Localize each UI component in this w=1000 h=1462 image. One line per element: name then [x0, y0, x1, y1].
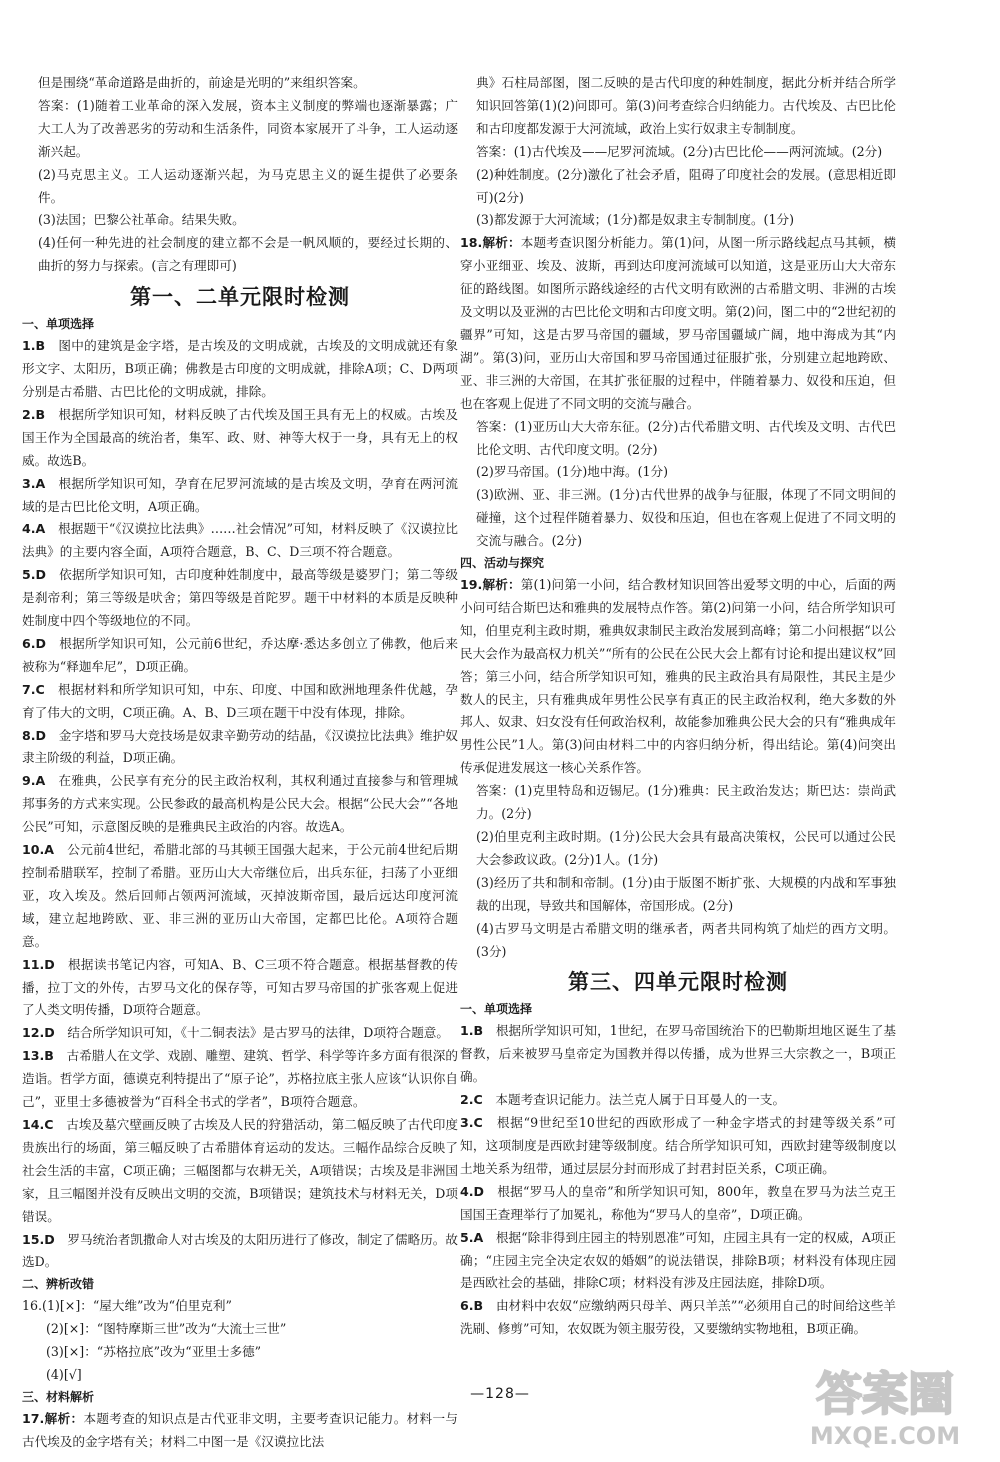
answer-item — [22, 335, 458, 404]
answer-item — [22, 1045, 458, 1114]
answer-item — [22, 770, 458, 839]
answer-item — [22, 404, 458, 473]
answer-line: (4)古罗马文明是古希腊文明的继承者，两者共同构筑了灿烂的西方文明。(3分) — [476, 920, 896, 959]
answer-item — [22, 473, 458, 519]
item-text: 本题考查识图分析能力。第(1)问，从图一所示路线起点马其顿，横穿小亚细亚、埃及、波斯，再到达印度河流域可以知道，这是亚历山大大帝东征的路线图。如图所示路线途经的古代文明有欧洲的古希腊文明、非洲的古埃及文明以及亚洲的古巴比伦文明和古印度文明。第(2)问，图二中的“2世纪初的疆界”可知，这是古罗马帝国的疆域，罗马帝国疆域广阔，地中海成为其“内湖”。第(3)问，亚历山大帝国和罗马帝国通过征服扩张，分别建立起地跨欧、亚、非三洲的大帝国，在其扩张征服的过程中，伴随着暴力、奴役和压迫，但也在客观上促进了不同文明的交流与融合。 — [460, 235, 897, 411]
item-text: 古希腊人在文学、戏剧、雕塑、建筑、哲学、科学等许多方面有很深的造诣。哲学方面，德谟克利特提出了“原子论”，苏格拉底主张人应该“认识你自己”，亚里士多德被誉为“百科全书式的学者”，B项符合题意。 — [22, 1048, 459, 1110]
item-number: 14.C — [22, 1116, 54, 1132]
item-text: 古埃及墓穴壁画反映了古埃及人民的狩猎活动，第二幅反映了古代印度贵族出行的场面，第三幅反映了古希腊体育运动的发达。三幅作品综合反映了社会生活的丰富，C项正确；三幅图都与农耕无关，A项错误；古埃及是非洲国家，且三幅图并没有反映出文明的交流，B项错误；建筑技术与材料无关，D项错误。 — [22, 1116, 459, 1224]
item-text: 根据所学知识可知，1世纪，在罗马帝国统治下的巴勒斯坦地区诞生了基督教，后来被罗马皇帝定为国教并得以传播，成为世界三大宗教之一，B项正确。 — [460, 1023, 897, 1085]
item-number: 17. — [22, 1410, 45, 1426]
item-text: 依据所学知识可知，古印度种姓制度中，最高等级是婆罗门；第二等级是刹帝利；第三等级是吠舍；第四等级是首陀罗。题干中材料的本质是反映种姓制度中四个等级地位的不同。 — [22, 567, 459, 629]
correction-line: 16.(1)[×]：“屋大维”改为“伯里克利” — [22, 1298, 232, 1314]
item-number: 6.B — [460, 1298, 484, 1314]
item-number: 3.C — [460, 1115, 483, 1131]
item-text: 图中的建筑是金字塔，是古埃及的文明成就，古埃及的文明成就还有象形文字、太阳历，B项正确；佛教是古印度的文明成就，排除A项；C、D两项分别是古希腊、古巴比伦的文明成就，排除。 — [22, 338, 459, 399]
answer-line: (2)罗马帝国。(1分)地中海。(1分) — [476, 464, 669, 480]
item-text: 由材料中农奴“应缴纳两只母羊、两只羊羔”“必须用自己的时间给这些羊洗刷、修剪”可知，农奴既为领主服劳役，又要缴纳实物地租，B项正确。 — [460, 1298, 897, 1337]
section-heading: 一、单项选择 — [460, 1002, 533, 1017]
analysis-label: 解析： — [482, 577, 521, 593]
answer-line: (2)马克思主义。工人运动逐渐兴起，为马克思主义的诞生提供了必要条件。 — [38, 166, 458, 205]
item-number: 9.A — [22, 773, 46, 789]
item-number: 10.A — [22, 842, 55, 858]
answer-list — [22, 335, 458, 1274]
section-heading: 二、辨析改错 — [22, 1277, 95, 1292]
answer-line: (3)欧洲、亚、非三洲。(1分)古代世界的战争与征服，体现了不同文明间的碰撞，这个过程伴随着暴力、奴役和压迫，但也在客观上促进了不同文明的交流与融合。(2分) — [476, 487, 896, 549]
item-text: 根据题干“《汉谟拉比法典》……社会情况”可知，材料反映了《汉谟拉比法典》的主要内容全面，A项符合题意，B、C、D三项不符合题意。 — [22, 521, 459, 560]
answer-line: (2)伯里克利主政时期。(1分)公民大会具有最高决策权，公民可以通过公民大会参政议政。(2分)1人。(1分) — [476, 829, 896, 867]
watermark-main: 答案圈 — [816, 1367, 954, 1421]
item-number: 8.D — [22, 727, 47, 743]
item-text: 金字塔和罗马大竞技场是奴隶辛勤劳动的结晶，《汉谟拉比法典》维护奴隶主阶级的利益，D项正确。 — [22, 727, 459, 766]
answer-item — [22, 633, 458, 679]
item-text: 公元前4世纪，希腊北部的马其顿王国强大起来，于公元前4世纪后期控制希腊联军，控制了希腊。亚历山大大帝继位后，出兵东征，扫荡了小亚细亚，攻入埃及。然后回师占领两河流域，灭掉波斯帝国，最后远达印度河流域，建立起地跨欧、亚、非三洲的亚历山大帝国，定都巴比伦。A项符合题意。 — [22, 842, 459, 949]
watermark-logo — [780, 1358, 990, 1454]
item-text: 根据“9世纪至10世纪的西欧形成了一种金字塔式的封建等级关系”可知，这项制度是西欧封建等级制度。结合所学知识可知，西欧封建等级制度以土地关系为纽带，通过层层分封而形成了封君封臣关系，C项正确。 — [460, 1115, 896, 1176]
section-heading: 四、活动与探究 — [460, 556, 545, 571]
item-number: 1.B — [22, 338, 46, 354]
answer-line: 答案：(1)亚历山大大帝东征。(2分)古代希腊文明、古代埃及文明、古代巴比伦文明、古代印度文明。(2分) — [476, 418, 896, 457]
item-number: 18. — [460, 235, 483, 251]
answer-line: 答案：(1)随着工业革命的深入发展，资本主义制度的弊端也逐渐暴露；广大工人为了改善恶劣的劳动和生活条件，同资本家展开了斗争，工人运动逐渐兴起。 — [38, 97, 458, 159]
answer-item — [22, 839, 458, 954]
item-number: 2.C — [460, 1092, 483, 1108]
item-number: 15.D — [22, 1231, 55, 1247]
page-number: —128— — [470, 1386, 530, 1402]
item-text: 根据读书笔记内容，可知A、B、C三项不符合题意。根据基督教的传播，拉丁文的外传，古罗马文化的保存等，可知古罗马帝国的扩张客观上促进了人类文明传播，D项符合题意。 — [22, 956, 459, 1018]
answer-item — [460, 1295, 896, 1341]
item-number: 11.D — [22, 956, 55, 972]
item-text: 第(1)问第一小问，结合教材知识回答出爱琴文明的中心，后面的两小问可结合斯巴达和雅典的发展特点作答。第(2)问第一小问，结合所学知识可知，伯里克利主政时期，雅典奴隶制民主政治发展到高峰；第二小问根据“以公民大会作为最高权力机关”“所有的公民在公民大会上都有讨论和提出建议权”回答；第三小问，结合所学知识可知，雅典的民主政治具有局限性，其民主是少数人的民主，只有雅典成年男性公民享有真正的民主政治权利，绝大多数的外邦人、奴隶、妇女没有任何政治权利，故能参加雅典公民大会的只有“雅典成年男性公民”1人。第(3)问由材料二中的内容归纳分析，得出结论。第(4)问突出传承促进发展这一核心关系作答。 — [460, 577, 897, 776]
item-number: 13.B — [22, 1048, 54, 1064]
item-text: 根据所学知识可知，孕育在尼罗河流域的是古埃及文明，孕育在两河流域的是古巴比伦文明，A项正确。 — [22, 475, 459, 514]
item-text: 根据“除非得到庄园主的特别恩准”可知，庄园主具有一定的权威，A项正确；“庄园主完全决定农奴的婚姻”的说法错误，排除B项；材料没有体现庄园是西欧社会的基础，排除C项；材料没有涉及庄园法庭，排除D项。 — [460, 1229, 896, 1291]
answer-line: (4)任何一种先进的社会制度的建立都不会是一帆风顺的，要经过长期的、曲折的努力与探索。(言之有理即可) — [38, 235, 458, 274]
item-text: 本题考查识记能力。法兰克人属于日耳曼人的一支。 — [495, 1092, 786, 1108]
left-column — [22, 72, 458, 1454]
answer-line: (3)经历了共和制和帝制。(1分)由于版图不断扩张、大规模的内战和军事独裁的出现，导致共和国解体，帝国形成。(2分) — [476, 874, 896, 913]
answer-line: 答案：(1)古代埃及——尼罗河流域。(2分)古巴比伦——两河流域。(2分) — [476, 143, 883, 159]
item-number: 3.A — [22, 475, 46, 491]
unit-test-heading: 第一、二单元限时检测 — [130, 285, 350, 310]
answer-item — [460, 1181, 896, 1227]
answer-line: 典》石柱局部图，图二反映的是古代印度的种姓制度，据此分析并结合所学知识回答第(1)(2)问即可。第(3)问考查综合归纳能力。古代埃及、古巴比伦和古印度都发源于大河流域，政治上实行奴隶主专制制度。 — [476, 75, 896, 136]
answer-line: 答案：(1)克里特岛和迈锡尼。(1分)雅典：民主政治发达；斯巴达：崇尚武力。(2分) — [476, 783, 896, 822]
answer-line: (3)都发源于大河流域；(1分)都是奴隶主专制制度。(1分) — [476, 212, 794, 228]
correction-line: (2)[×]：“图特摩斯三世”改为“大流士三世” — [46, 1321, 287, 1337]
watermark-sub: MXQE.COM — [809, 1422, 961, 1450]
item-number: 19. — [460, 577, 483, 593]
correction-line: (3)[×]：“苏格拉底”改为“亚里士多德” — [46, 1344, 262, 1360]
answer-item — [460, 574, 896, 780]
section-heading: 一、单项选择 — [22, 317, 95, 332]
item-number: 4.D — [460, 1183, 485, 1199]
item-number: 2.B — [22, 406, 46, 422]
unit-test-heading: 第三、四单元限时检测 — [568, 970, 788, 995]
answer-item — [460, 1020, 896, 1089]
item-number: 4.A — [22, 521, 46, 537]
analysis-label: 解析： — [482, 235, 521, 251]
answer-item — [22, 954, 458, 1023]
item-text: 根据“罗马人的皇帝”和所学知识可知，800年，教皇在罗马为法兰克王国国王查理举行了加冕礼，称他为“罗马人的皇帝”，D项正确。 — [460, 1183, 897, 1222]
item-text: 根据所学知识可知，材料反映了古代埃及国王具有无上的权威。古埃及国王作为全国最高的统治者，集军、政、财、神等大权于一身，具有无上的权威。故选B。 — [22, 406, 459, 468]
item-number: 5.D — [22, 567, 47, 583]
correction-line: (4)[√] — [46, 1367, 82, 1383]
item-number: 5.A — [460, 1229, 484, 1245]
item-text: 根据材料和所学知识可知，中东、印度、中国和欧洲地理条件优越，孕育了伟大的文明，C项正确。A、B、D三项在题干中没有体现，排除。 — [22, 681, 459, 720]
answer-line: (3)法国；巴黎公社革命。结果失败。 — [38, 212, 245, 228]
item-number: 1.B — [460, 1023, 484, 1039]
item-number: 6.D — [22, 635, 47, 651]
item-text: 罗马统治者凯撒命人对古埃及的太阳历进行了修改，制定了儒略历。故选D。 — [22, 1231, 459, 1270]
item-text: 根据所学知识可知，公元前6世纪，乔达摩·悉达多创立了佛教，他后来被称为“释迦牟尼”，D项正确。 — [22, 635, 458, 674]
analysis-label: 解析： — [44, 1410, 84, 1426]
answer-item — [22, 1229, 458, 1275]
item-text: 结合所学知识可知，《十二铜表法》是古罗马的法律，D项符合题意。 — [67, 1025, 449, 1041]
answer-item — [22, 1408, 458, 1454]
item-text: 本题考查的知识点是古代亚非文明，主要考查识记能力。材料一与古代埃及的金字塔有关；材料二中图一是《汉谟拉比法 — [22, 1410, 459, 1449]
answer-item — [22, 679, 458, 725]
answer-item — [460, 232, 896, 415]
answer-item — [22, 564, 458, 633]
answer-item — [22, 1114, 458, 1229]
answer-item — [22, 1022, 458, 1045]
item-text: 在雅典，公民享有充分的民主政治权利，其权利通过直接参与和管理城邦事务的方式来实现。公民参政的最高机构是公民大会。根据“公民大会”“各地公民”可知，示意图反映的是雅典民主政治的内容。故选A。 — [22, 773, 459, 835]
answer-item — [460, 1089, 896, 1112]
answer-line: 但是围绕“革命道路是曲折的，前途是光明的”来组织答案。 — [38, 75, 366, 90]
answer-item — [460, 1227, 896, 1296]
item-number: 7.C — [22, 681, 45, 697]
section-heading: 三、材料解析 — [22, 1389, 95, 1404]
item-number: 12.D — [22, 1025, 55, 1041]
answer-item — [22, 725, 458, 771]
answer-item — [460, 1112, 896, 1181]
right-column — [460, 72, 896, 1341]
answer-item — [22, 518, 458, 564]
answer-line: (2)种姓制度。(2分)激化了社会矛盾，阻碍了印度社会的发展。(意思相近即可)(2分) — [476, 166, 896, 205]
